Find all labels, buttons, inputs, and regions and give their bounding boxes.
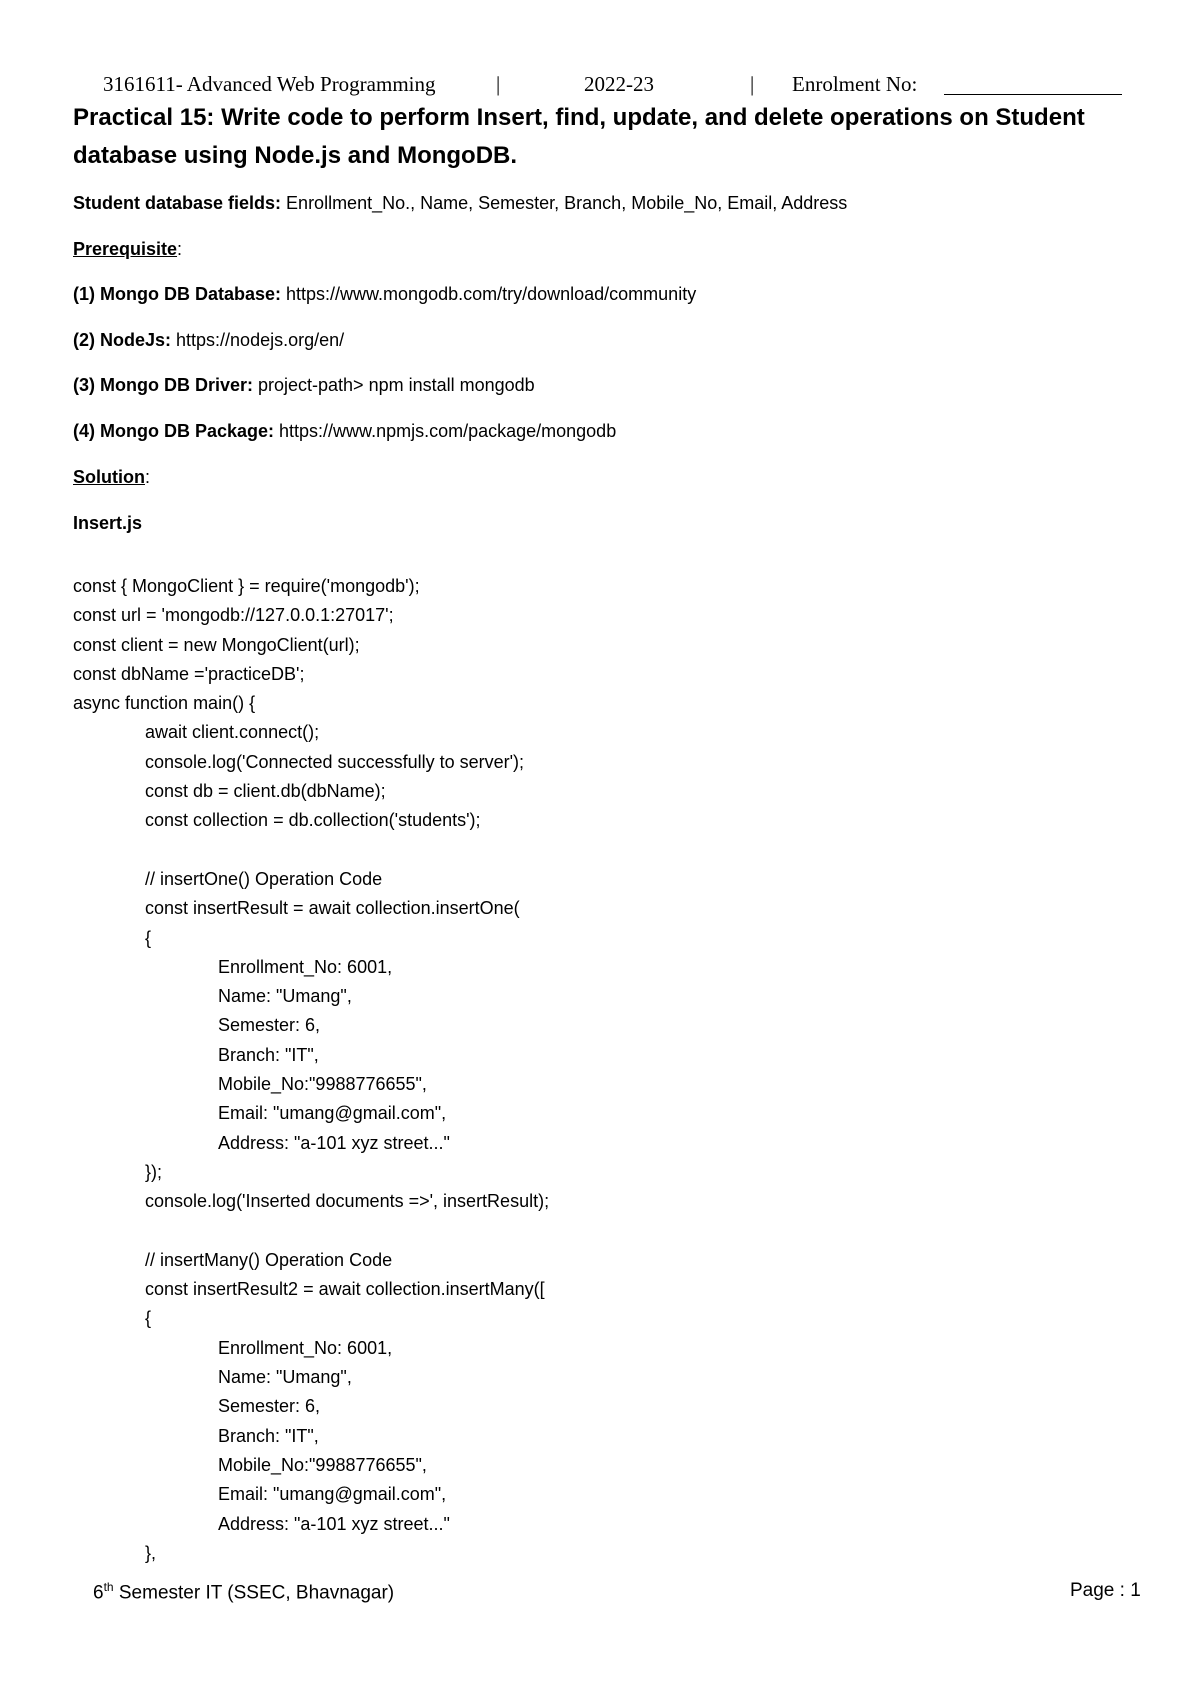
prereq-item — [73, 373, 535, 397]
code-line: const insertResult2 = await collection.insertMany([ — [145, 1279, 545, 1300]
code-line — [73, 836, 549, 865]
fields-label: Student database fields: — [73, 193, 282, 213]
footer-semester-number: 6 — [93, 1582, 104, 1604]
code-line: Branch: "IT", — [218, 1425, 319, 1446]
code-line: // insertOne() Operation Code — [145, 868, 383, 889]
code-line: Email: "umang@gmail.com", — [218, 1484, 447, 1505]
code-line: // insertMany() Operation Code — [145, 1249, 393, 1270]
code-line: const dbName ='practiceDB'; — [73, 663, 305, 684]
code-block — [73, 572, 549, 1568]
code-line: const { MongoClient } = require('mongodb'); — [73, 576, 420, 596]
prereq-value: project-path> npm install mongodb — [253, 375, 535, 395]
file-name — [73, 511, 142, 535]
code-line: Mobile_No:"9988776655", — [218, 1454, 427, 1475]
course-name: 3161611- Advanced Web Programming — [103, 72, 436, 96]
prereq-value: https://www.mongodb.com/try/download/community — [281, 284, 697, 304]
code-line: const client = new MongoClient(url); — [73, 634, 360, 655]
code-line: { — [145, 1308, 152, 1329]
code-line: }, — [145, 1542, 157, 1563]
code-line: Name: "Umang", — [218, 986, 352, 1007]
prereq-value: https://www.npmjs.com/package/mongodb — [274, 421, 617, 441]
footer-semester-text: Semester IT (SSEC, Bhavnagar) — [113, 1582, 395, 1604]
student-fields — [73, 191, 847, 215]
code-line: Address: "a-101 xyz street..." — [218, 1513, 450, 1534]
footer-semester — [93, 1580, 394, 1604]
prereq-item — [73, 419, 616, 443]
enrolment-label: Enrolment No: — [792, 72, 918, 96]
code-line: Branch: "IT", — [218, 1044, 319, 1065]
code-line: Name: "Umang", — [218, 1367, 352, 1388]
code-line: Mobile_No:"9988776655", — [218, 1074, 427, 1095]
code-line: const db = client.db(dbName); — [145, 781, 386, 802]
code-line: { — [145, 927, 152, 948]
prereq-label: (3) Mongo DB Driver: — [73, 375, 253, 395]
practical-title: Practical 15: Write code to perform Insert, find, update, and delete operations on Student database using Node.js and MongoDB. — [73, 104, 1085, 169]
code-line: const insertResult = await collection.insertOne( — [145, 898, 520, 919]
code-line: console.log('Connected successfully to server'); — [145, 751, 525, 772]
code-line: Address: "a-101 xyz street..." — [218, 1132, 450, 1153]
prereq-item — [73, 328, 344, 352]
enrolment-blank-line — [944, 94, 1122, 95]
code-line: const collection = db.collection('students'); — [145, 810, 481, 831]
fields-value: Enrollment_No., Name, Semester, Branch, Mobile_No, Email, Address — [281, 193, 848, 213]
code-line: Email: "umang@gmail.com", — [218, 1103, 447, 1124]
prerequisite-label: Prerequisite — [73, 239, 178, 259]
code-line: await client.connect(); — [145, 722, 320, 743]
code-line: Enrollment_No: 6001, — [218, 956, 393, 977]
footer-semester-suffix: th — [103, 1580, 114, 1594]
code-line: const url = 'mongodb://127.0.0.1:27017'; — [73, 605, 394, 626]
prerequisite-colon: : — [177, 239, 183, 259]
code-line: console.log('Inserted documents =>', insertResult); — [145, 1191, 550, 1212]
code-line — [73, 1217, 549, 1246]
file-name-label: Insert.js — [73, 513, 143, 533]
header-separator: | — [496, 72, 501, 96]
code-line: Enrollment_No: 6001, — [218, 1337, 393, 1358]
header-separator: | — [750, 72, 755, 96]
solution-colon: : — [144, 467, 150, 487]
solution-label: Solution — [73, 467, 145, 487]
solution-heading — [73, 465, 150, 489]
prereq-label: (1) Mongo DB Database: — [73, 284, 282, 304]
academic-year: 2022-23 — [584, 72, 654, 96]
prereq-item — [73, 282, 696, 306]
code-line: async function main() { — [73, 693, 256, 714]
code-line: }); — [145, 1161, 163, 1182]
prereq-value: https://nodejs.org/en/ — [171, 330, 345, 350]
page-number: Page : 1 — [1070, 1580, 1141, 1601]
code-line: Semester: 6, — [218, 1396, 321, 1417]
prereq-label: (4) Mongo DB Package: — [73, 421, 275, 441]
prerequisite-heading — [73, 237, 182, 261]
code-line: Semester: 6, — [218, 1015, 321, 1036]
prereq-label: (2) NodeJs: — [73, 330, 172, 350]
